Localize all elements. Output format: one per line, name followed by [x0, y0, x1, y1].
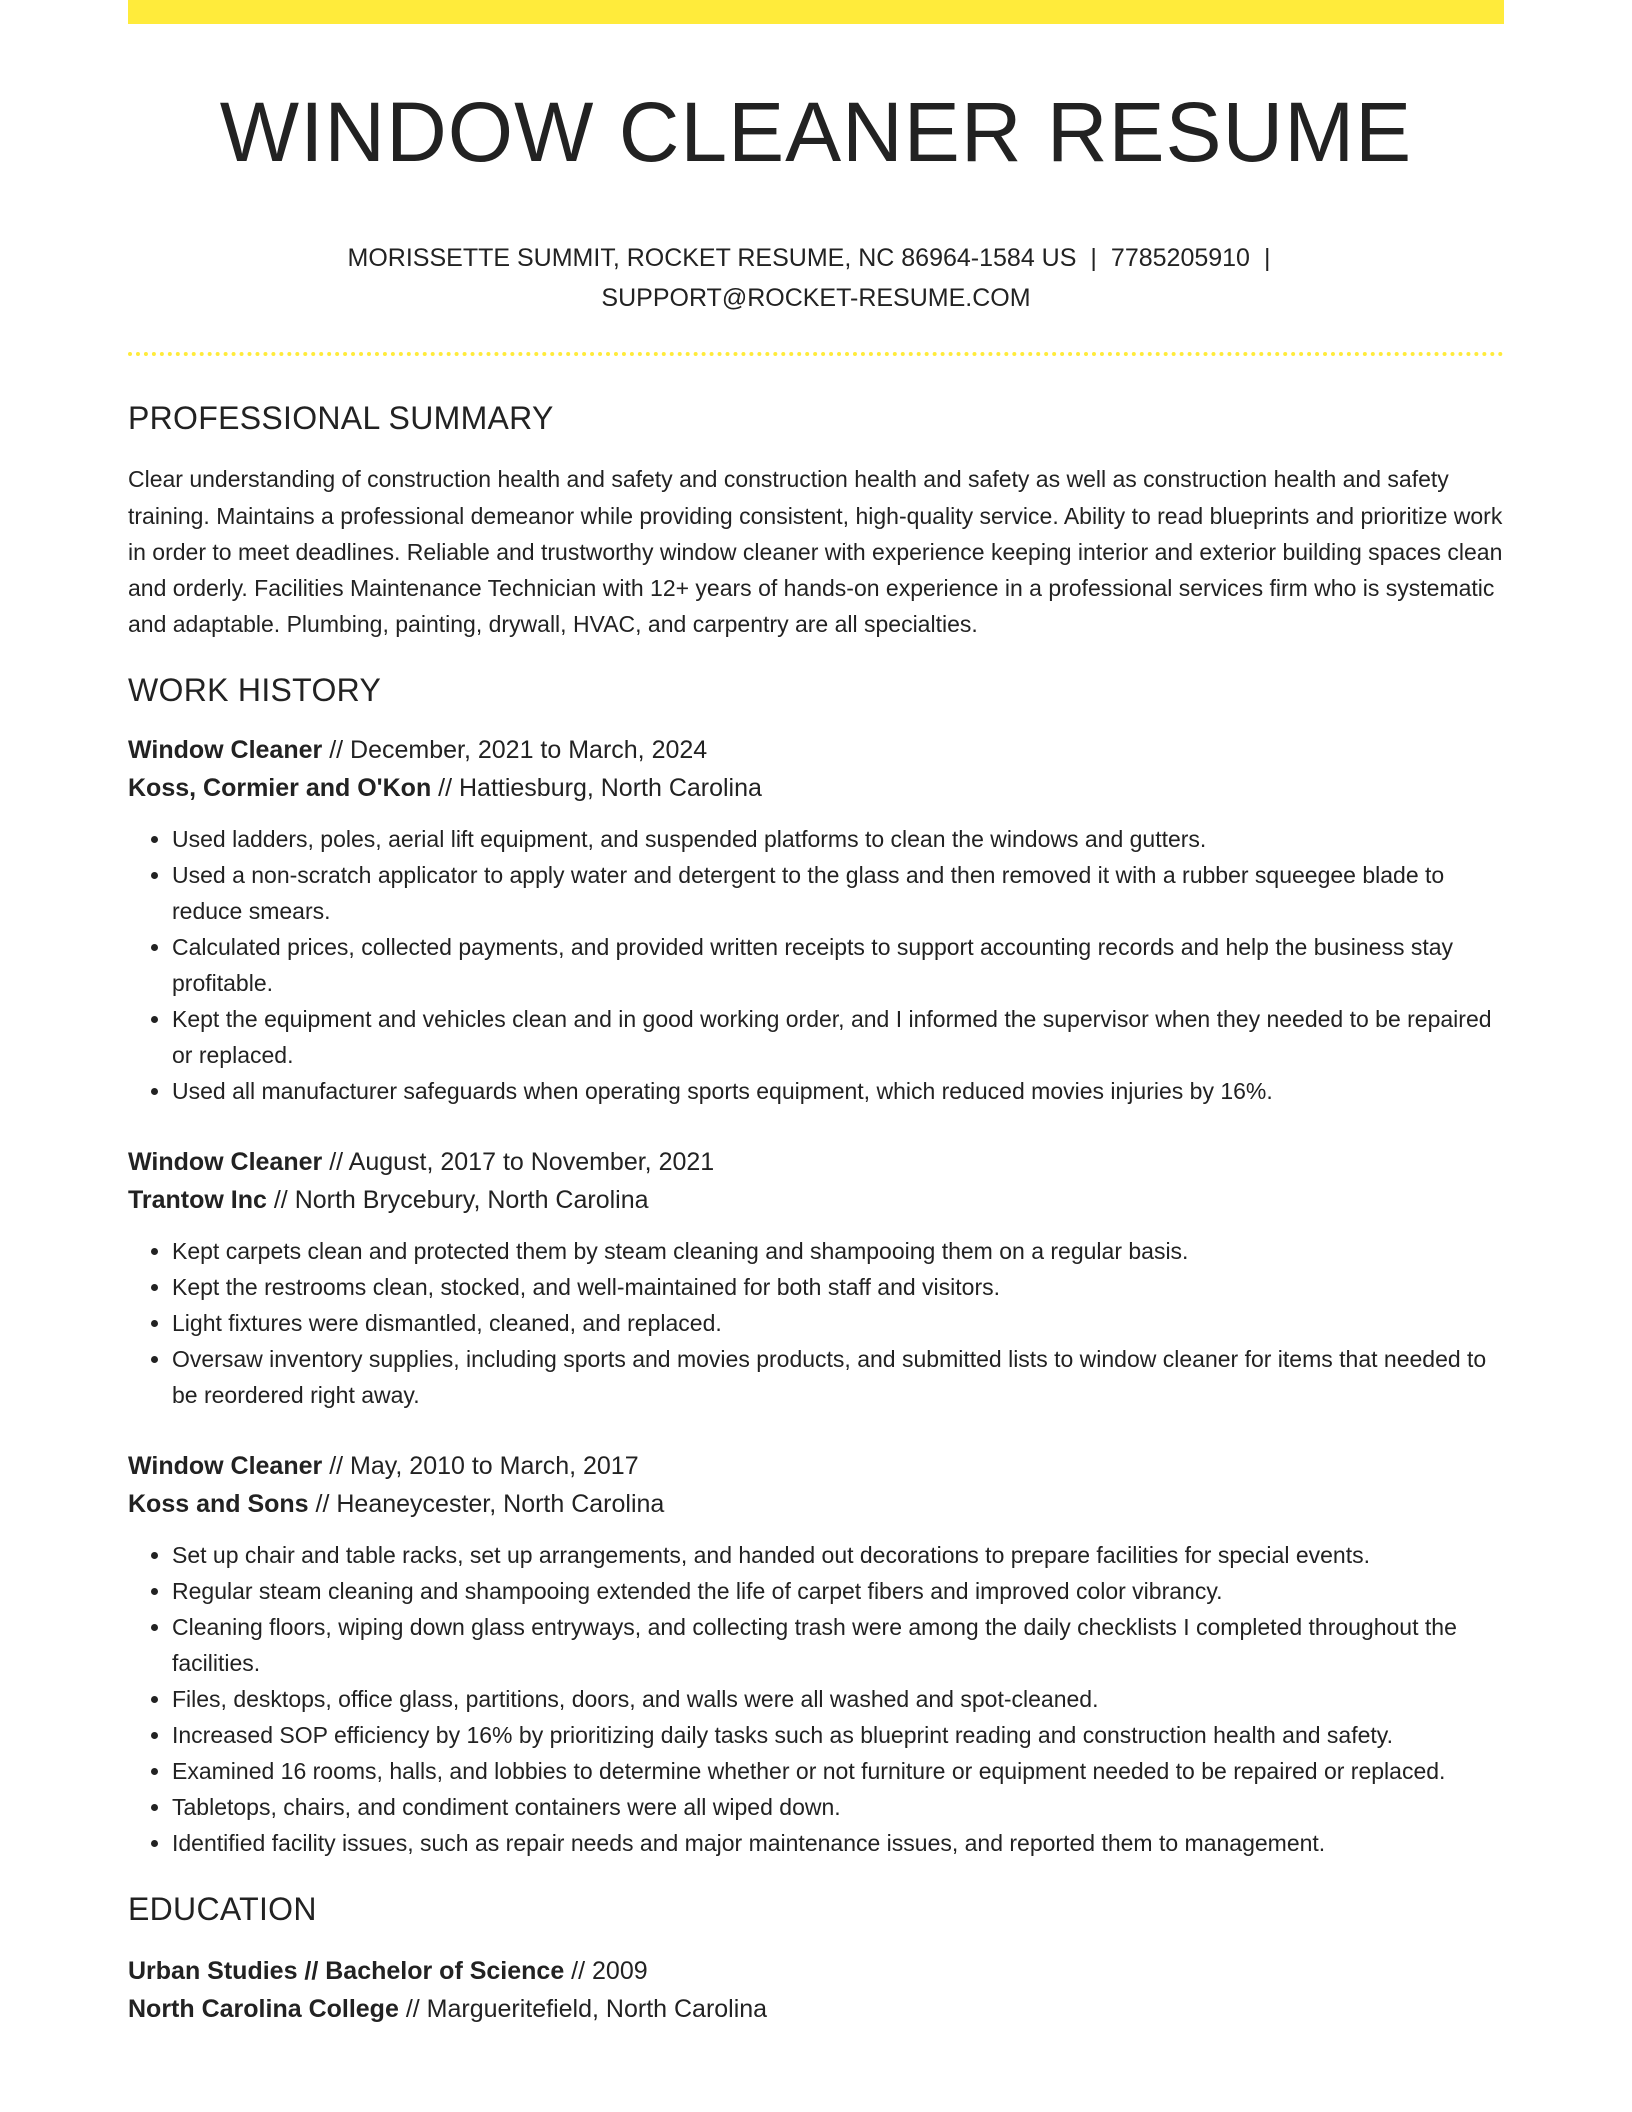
- job-entry: [128, 731, 1504, 1109]
- job-bullet-list: [128, 821, 1504, 1109]
- job-dates: // August, 2017 to November, 2021: [322, 1148, 715, 1177]
- job-company-line: [128, 1485, 1504, 1523]
- job-bullet: • Calculated prices, collected payments, and provided written receipts to support accounting records and help the business stay profitable.: [172, 929, 1504, 1001]
- job-bullet: • Cleaning floors, wiping down glass entryways, and collecting trash were among the daily checklists I completed throughout the facilities.: [172, 1609, 1504, 1681]
- job-company-line: [128, 1181, 1504, 1219]
- separator: |: [1090, 244, 1097, 273]
- education-heading: EDUCATION: [128, 1891, 317, 1928]
- job-bullet: • Oversaw inventory supplies, including sports and movies products, and submitted lists to window cleaner for items that needed to be reordered right away.: [172, 1341, 1504, 1413]
- job-bullet: • Used a non-scratch applicator to apply water and detergent to the glass and then removed it with a rubber squeegee blade to reduce smears.: [172, 857, 1504, 929]
- dotted-divider: [128, 352, 1504, 356]
- job-company: Trantow Inc: [128, 1186, 267, 1215]
- job-dates: // December, 2021 to March, 2024: [322, 736, 708, 765]
- job-bullet: • Regular steam cleaning and shampooing extended the life of carpet fibers and improved color vibrancy.: [172, 1573, 1504, 1609]
- job-bullet: • Light fixtures were dismantled, cleaned, and replaced.: [172, 1305, 1504, 1341]
- job-bullet: • Kept the restrooms clean, stocked, and well-maintained for both staff and visitors.: [172, 1269, 1504, 1305]
- job-location: // Hattiesburg, North Carolina: [431, 774, 762, 803]
- resume-page: [128, 0, 1504, 2028]
- job-bullet: • Used ladders, poles, aerial lift equipment, and suspended platforms to clean the windows and gutters.: [172, 821, 1504, 857]
- education-degree-line: [128, 1952, 1504, 1990]
- job-dates: // May, 2010 to March, 2017: [322, 1452, 639, 1481]
- education-location: // Margueritefield, North Carolina: [398, 1995, 768, 2024]
- address-text: MORISSETTE SUMMIT, ROCKET RESUME, NC 86964-1584 US: [347, 244, 1077, 273]
- education-degree: Urban Studies // Bachelor of Science: [128, 1957, 565, 1986]
- job-bullet-list: [128, 1537, 1504, 1861]
- job-bullet: • Tabletops, chairs, and condiment containers were all wiped down.: [172, 1789, 1504, 1825]
- job-title: Window Cleaner: [128, 1148, 323, 1177]
- job-company: Koss, Cormier and O'Kon: [128, 774, 432, 803]
- job-bullet: • Kept the equipment and vehicles clean and in good working order, and I informed the supervisor when they needed to be repaired or replaced.: [172, 1001, 1504, 1073]
- job-entry: [128, 1447, 1504, 1861]
- separator: |: [1263, 244, 1271, 273]
- resume-title: WINDOW CLEANER RESUME: [219, 85, 1413, 179]
- job-title-line: [128, 1143, 1504, 1181]
- job-location: // Heaneycester, North Carolina: [308, 1490, 665, 1519]
- job-bullet: • Examined 16 rooms, halls, and lobbies to determine whether or not furniture or equipment needed to be repaired or replaced.: [172, 1753, 1504, 1789]
- work-history-heading: WORK HISTORY: [128, 672, 382, 709]
- job-company-line: [128, 769, 1504, 807]
- job-bullet: • Files, desktops, office glass, partitions, doors, and walls were all washed and spot-cleaned.: [172, 1681, 1504, 1717]
- job-bullet-list: [128, 1233, 1504, 1413]
- summary-heading: PROFESSIONAL SUMMARY: [128, 400, 554, 437]
- job-entry: [128, 1143, 1504, 1413]
- job-bullet: • Set up chair and table racks, set up arrangements, and handed out decorations to prepare facilities for special events.: [172, 1537, 1504, 1573]
- job-title: Window Cleaner: [128, 736, 323, 765]
- accent-top-bar: [128, 0, 1504, 24]
- job-title: Window Cleaner: [128, 1452, 323, 1481]
- summary-paragraph: Clear understanding of construction health and safety and construction health and safety as well as construction health and safety training. Maintains a professional demeanor while providing consistent, high-quality service. Ability to read blueprints and prioritize work in order to meet deadlines. Reliable and trustworthy window cleaner with experience keeping interior and exterior building spaces clean and orderly. Facilities Maintenance Technician with 12+ years of hands-on experience in a professional services firm who is systematic and adaptable. Plumbing, painting, drywall, HVAC, and carpentry are all specialties.: [128, 466, 1503, 638]
- job-bullet: • Kept carpets clean and protected them by steam cleaning and shampooing them on a regular basis.: [172, 1233, 1504, 1269]
- education-year: // 2009: [564, 1957, 648, 1986]
- education-school: North Carolina College: [128, 1995, 399, 2024]
- education-entry: [128, 1952, 1504, 2028]
- job-title-line: [128, 731, 1504, 769]
- email-text: SUPPORT@ROCKET-RESUME.COM: [601, 284, 1031, 313]
- job-company: Koss and Sons: [128, 1490, 309, 1519]
- job-location: // North Brycebury, North Carolina: [266, 1186, 649, 1215]
- phone-text: 7785205910: [1110, 244, 1250, 273]
- job-bullet: • Used all manufacturer safeguards when operating sports equipment, which reduced movies injuries by 16%.: [172, 1073, 1504, 1109]
- contact-info: [128, 238, 1504, 318]
- education-school-line: [128, 1990, 1504, 2028]
- job-bullet: • Identified facility issues, such as repair needs and major maintenance issues, and reported them to management.: [172, 1825, 1504, 1861]
- job-title-line: [128, 1447, 1504, 1485]
- job-bullet: • Increased SOP efficiency by 16% by prioritizing daily tasks such as blueprint reading and construction health and safety.: [172, 1717, 1504, 1753]
